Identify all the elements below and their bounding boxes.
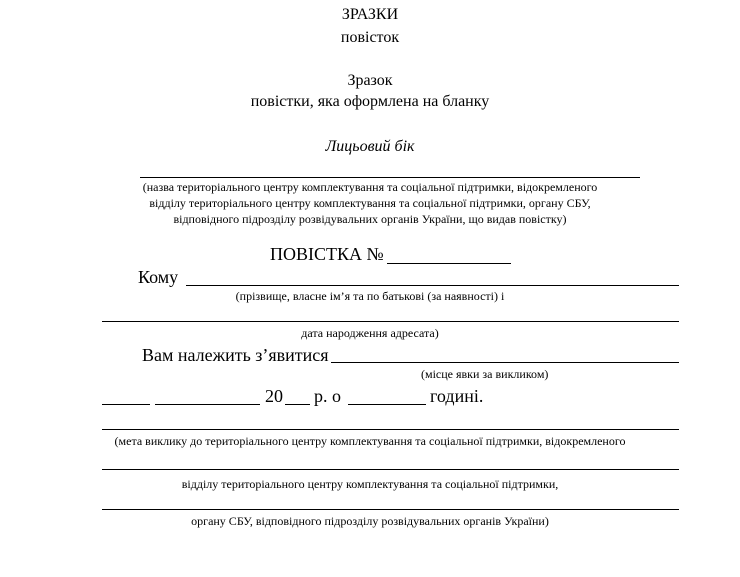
notice-number-line bbox=[387, 263, 511, 264]
day-line bbox=[102, 404, 150, 405]
year-suffix: р. о bbox=[314, 386, 341, 406]
purpose-caption-1: (мета виклику до територіального центру комплектування та соціальної підтримки, відокремленого bbox=[114, 434, 626, 448]
notice-heading-text: ПОВІСТКА № bbox=[270, 244, 384, 264]
notice-heading bbox=[270, 244, 384, 265]
place-caption: (місце явки за викликом) bbox=[421, 367, 549, 381]
issuer-caption-2: відділу територіального центру комплектування та соціальної підтримки, органу СБУ, bbox=[149, 196, 591, 210]
appear-label: Вам належить з’явитися bbox=[142, 345, 329, 365]
issuer-line bbox=[140, 177, 640, 178]
issuer-caption-3: відповідного підрозділу розвідувальних органів України, що видав повістку) bbox=[173, 212, 567, 226]
to-label: Кому bbox=[138, 267, 179, 287]
to-line bbox=[186, 285, 679, 286]
purpose-line-2 bbox=[102, 469, 679, 470]
purpose-caption-2: відділу територіального центру комплектування та соціальної підтримки, bbox=[181, 477, 559, 491]
dob-line bbox=[102, 321, 679, 322]
purpose-line-3 bbox=[102, 509, 679, 510]
month-line bbox=[155, 404, 260, 405]
document-subtitle: повісток bbox=[340, 29, 400, 46]
dob-caption: дата народження адресата) bbox=[301, 326, 439, 340]
name-caption: (прізвище, власне ім’я та по батькові (за наявності) і bbox=[235, 289, 505, 303]
hour-line bbox=[348, 404, 426, 405]
side-label: Лицьовий бік bbox=[325, 138, 415, 155]
sample-subtitle: повістки, яка оформлена на бланку bbox=[250, 93, 490, 110]
year-line bbox=[285, 404, 310, 405]
hours-label: годині. bbox=[430, 386, 484, 406]
year-prefix: 20 bbox=[265, 386, 283, 406]
appear-line bbox=[331, 362, 679, 363]
issuer-caption-1: (назва територіального центру комплектування та соціальної підтримки, відокремленого bbox=[142, 180, 598, 194]
purpose-caption-3: органу СБУ, відповідного підрозділу розвідувальних органів України) bbox=[191, 514, 549, 528]
purpose-line-1 bbox=[102, 429, 679, 430]
sample-title: Зразок bbox=[347, 72, 393, 89]
document-title: ЗРАЗКИ bbox=[341, 6, 399, 23]
